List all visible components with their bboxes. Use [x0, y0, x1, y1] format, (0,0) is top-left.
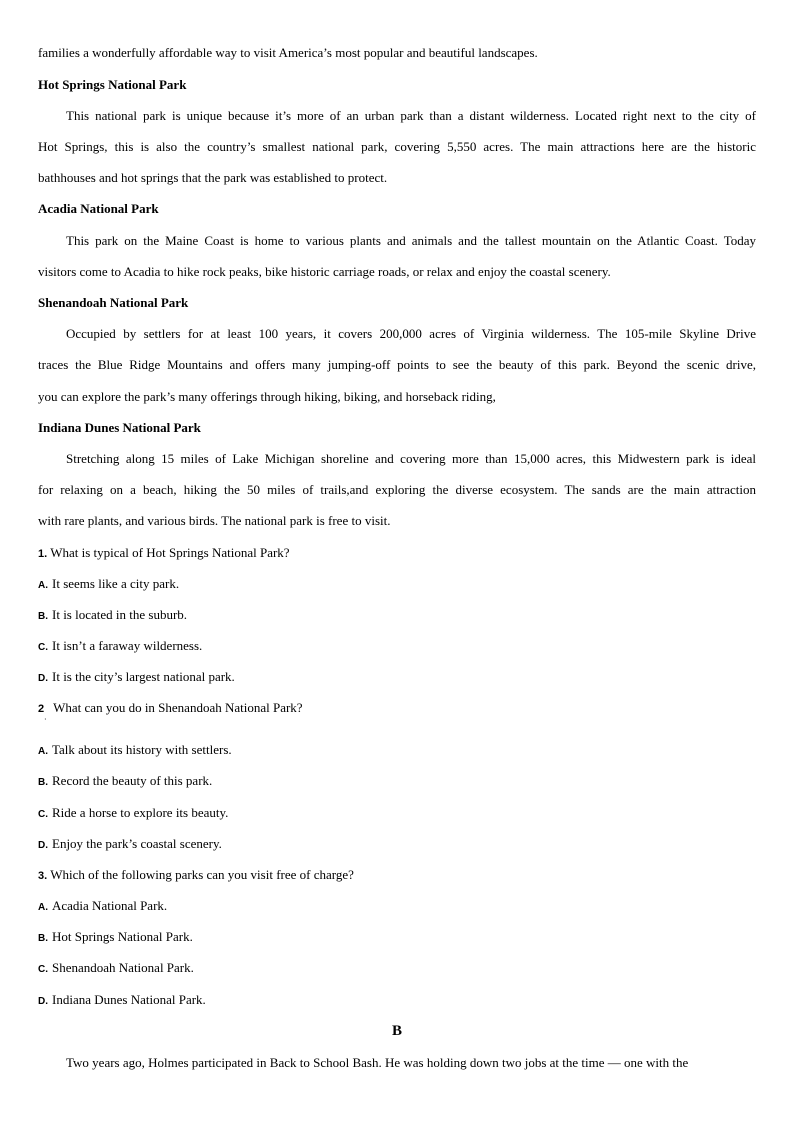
question-text: What is typical of Hot Springs National Park?: [50, 545, 290, 560]
question-3-option-d[interactable]: [38, 992, 206, 1010]
option-text: It is located in the suburb.: [52, 607, 188, 622]
option-text: Record the beauty of this park.: [52, 773, 213, 788]
option-text: It isn’t a faraway wilderness.: [52, 638, 203, 653]
park-text-line: bathhouses and hot springs that the park was established to protect.: [38, 170, 388, 185]
park-text-line: This national park is unique because it’s more of an urban park than a distant wilderness. Located right next to the city of: [66, 108, 756, 123]
question-1: [38, 545, 290, 562]
option-text: Talk about its history with settlers.: [52, 742, 232, 757]
question-1-option-c[interactable]: [38, 638, 202, 656]
question-number: 2: [38, 703, 45, 715]
option-letter: B.: [38, 611, 48, 622]
park-text-line: This park on the Maine Coast is home to various plants and animals and the tallest mountain on the Atlantic Coast. Today: [66, 233, 756, 248]
question-text: Which of the following parks can you visit free of charge?: [50, 867, 354, 882]
question-number: 1.: [38, 548, 48, 560]
option-text: Indiana Dunes National Park.: [52, 992, 206, 1007]
park-text-line: Stretching along 15 miles of Lake Michigan shoreline and covering more than 15,000 acres, this Midwestern park is ideal: [66, 451, 756, 466]
park-text-line: traces the Blue Ridge Mountains and offers many jumping-off points to see the beauty of this park. Beyond the scenic drive,: [38, 357, 756, 372]
question-2-option-c[interactable]: [38, 805, 228, 823]
question-3-option-b[interactable]: [38, 929, 193, 947]
option-text: It seems like a city park.: [52, 576, 180, 591]
passage-intro-tail: families a wonderfully affordable way to visit America’s most popular and beautiful landscapes.: [38, 45, 538, 60]
question-3: [38, 867, 354, 884]
question-1-option-a[interactable]: [38, 576, 179, 594]
option-text: Shenandoah National Park.: [52, 960, 194, 975]
park-text-line: you can explore the park’s many offerings through hiking, biking, and horseback riding,: [38, 389, 496, 404]
question-1-option-b[interactable]: [38, 607, 187, 625]
question-2-option-d[interactable]: [38, 836, 222, 854]
stray-dot-mark: ·: [44, 715, 47, 724]
option-letter: A.: [38, 746, 48, 757]
option-letter: D.: [38, 673, 48, 684]
park-heading-hot-springs: Hot Springs National Park: [38, 77, 187, 92]
option-text: Ride a horse to explore its beauty.: [52, 805, 229, 820]
option-letter: B.: [38, 777, 48, 788]
park-text-line: visitors come to Acadia to hike rock peaks, bike historic carriage roads, or relax and enjoy the coastal scenery.: [38, 264, 611, 279]
question-text: What can you do in Shenandoah National Park?: [53, 700, 303, 715]
option-letter: A.: [38, 580, 48, 591]
option-text: Acadia National Park.: [52, 898, 168, 913]
option-text: Enjoy the park’s coastal scenery.: [52, 836, 222, 851]
option-letter: C.: [38, 809, 48, 820]
question-3-option-c[interactable]: [38, 960, 194, 978]
option-text: Hot Springs National Park.: [52, 929, 193, 944]
park-text-line: for relaxing on a beach, hiking the 50 miles of trails,and exploring the diverse ecosystem. The sands are the main attraction: [38, 482, 756, 497]
option-letter: C.: [38, 964, 48, 975]
option-letter: A.: [38, 902, 48, 913]
park-text-line: with rare plants, and various birds. The national park is free to visit.: [38, 513, 391, 528]
park-heading-acadia: Acadia National Park: [38, 201, 159, 216]
park-text-line: Hot Springs, this is also the country’s smallest national park, covering 5,550 acres. The main attractions here are the historic: [38, 139, 756, 154]
option-letter: B.: [38, 933, 48, 944]
park-heading-indiana-dunes: Indiana Dunes National Park: [38, 420, 201, 435]
option-letter: D.: [38, 996, 48, 1007]
option-letter: D.: [38, 840, 48, 851]
question-2-option-b[interactable]: [38, 773, 212, 791]
question-2-option-a[interactable]: [38, 742, 232, 760]
park-text-line: Occupied by settlers for at least 100 years, it covers 200,000 acres of Virginia wilderness. The 105-mile Skyline Drive: [66, 326, 756, 341]
question-1-option-d[interactable]: [38, 669, 235, 687]
option-text: It is the city’s largest national park.: [52, 669, 235, 684]
section-b-heading: B: [391, 1023, 402, 1039]
question-3-option-a[interactable]: [38, 898, 167, 916]
option-letter: C.: [38, 642, 48, 653]
section-b-first-line: Two years ago, Holmes participated in Back to School Bash. He was holding down two jobs at the time — one with the: [66, 1055, 689, 1070]
park-heading-shenandoah: Shenandoah National Park: [38, 295, 189, 310]
question-2: [38, 700, 303, 717]
question-number: 3.: [38, 870, 48, 882]
